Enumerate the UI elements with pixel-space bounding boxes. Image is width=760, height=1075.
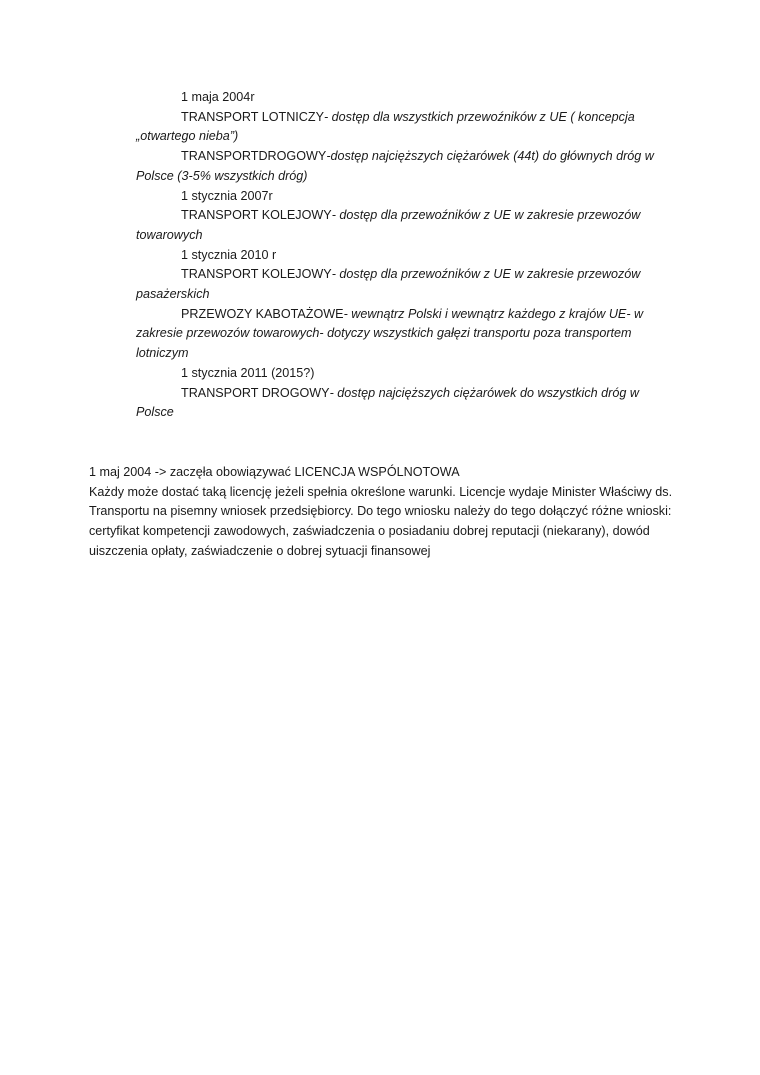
entry-description: -dostęp najcięższych ciężarówek (44t) do głównych dróg w Polsce (3-5% wszystkich dróg)	[136, 149, 654, 183]
entry-road-all	[136, 384, 676, 423]
entry-air-transport	[136, 108, 676, 147]
entry-heading: TRANSPORT KOLEJOWY	[181, 208, 332, 223]
date-2007: 1 stycznia 2007r	[181, 188, 273, 203]
entry-heading: TRANSPORTDROGOWY	[181, 149, 327, 164]
license-body: Każdy może dostać taką licencję jeżeli spełnia określone warunki. Licencje wydaje Minister Właściwy ds. Transportu na pisemny wniosek przedsiębiorcy. Do tego wniosku należy do tego dołączyć różne wnioski: certyfikat kompetencji zawodowych, zaświadczenia o posiadaniu dobrej reputacji (niekarany), dowód uiszczenia opłaty, zaświadczenie o dobrej sytuacji finansowej	[89, 484, 673, 558]
entry-description: - dostęp dla przewoźników z UE w zakresie przewozów pasażerskich	[136, 267, 641, 302]
transport-schedule	[136, 88, 676, 423]
license-heading: 1 maj 2004 -> zaczęła obowiązywać LICENCJA WSPÓLNOTOWA	[89, 465, 460, 479]
entry-rail-freight	[136, 206, 676, 245]
entry-description: - dostęp najcięższych ciężarówek do wszystkich dróg w Polsce	[136, 385, 639, 420]
entry-description: - dostęp dla przewoźników z UE w zakresie przewozów towarowych	[136, 208, 641, 242]
entry-rail-passenger	[136, 265, 676, 304]
entry-heading: TRANSPORT KOLEJOWY	[181, 267, 332, 282]
entry-heading: TRANSPORT LOTNICZY	[181, 109, 324, 124]
entry-road-transport	[136, 147, 676, 186]
date-2010: 1 stycznia 2010 r	[181, 247, 277, 262]
entry-description: - wewnątrz Polski i wewnątrz każdego z krajów UE- w zakresie przewozów towarowych- dotyczy wszystkich gałęzi transportu poza transportem lotniczym	[136, 306, 644, 361]
entry-cabotage	[136, 305, 676, 364]
entry-description: - dostęp dla wszystkich przewoźników z UE ( koncepcja „otwartego nieba”)	[136, 109, 635, 144]
community-license-section	[89, 463, 689, 562]
date-2004: 1 maja 2004r	[181, 90, 255, 104]
date-2011: 1 stycznia 2011 (2015?)	[181, 365, 315, 380]
entry-heading: TRANSPORT DROGOWY	[181, 385, 330, 400]
entry-heading: PRZEWOZY KABOTAŻOWE	[181, 306, 344, 321]
